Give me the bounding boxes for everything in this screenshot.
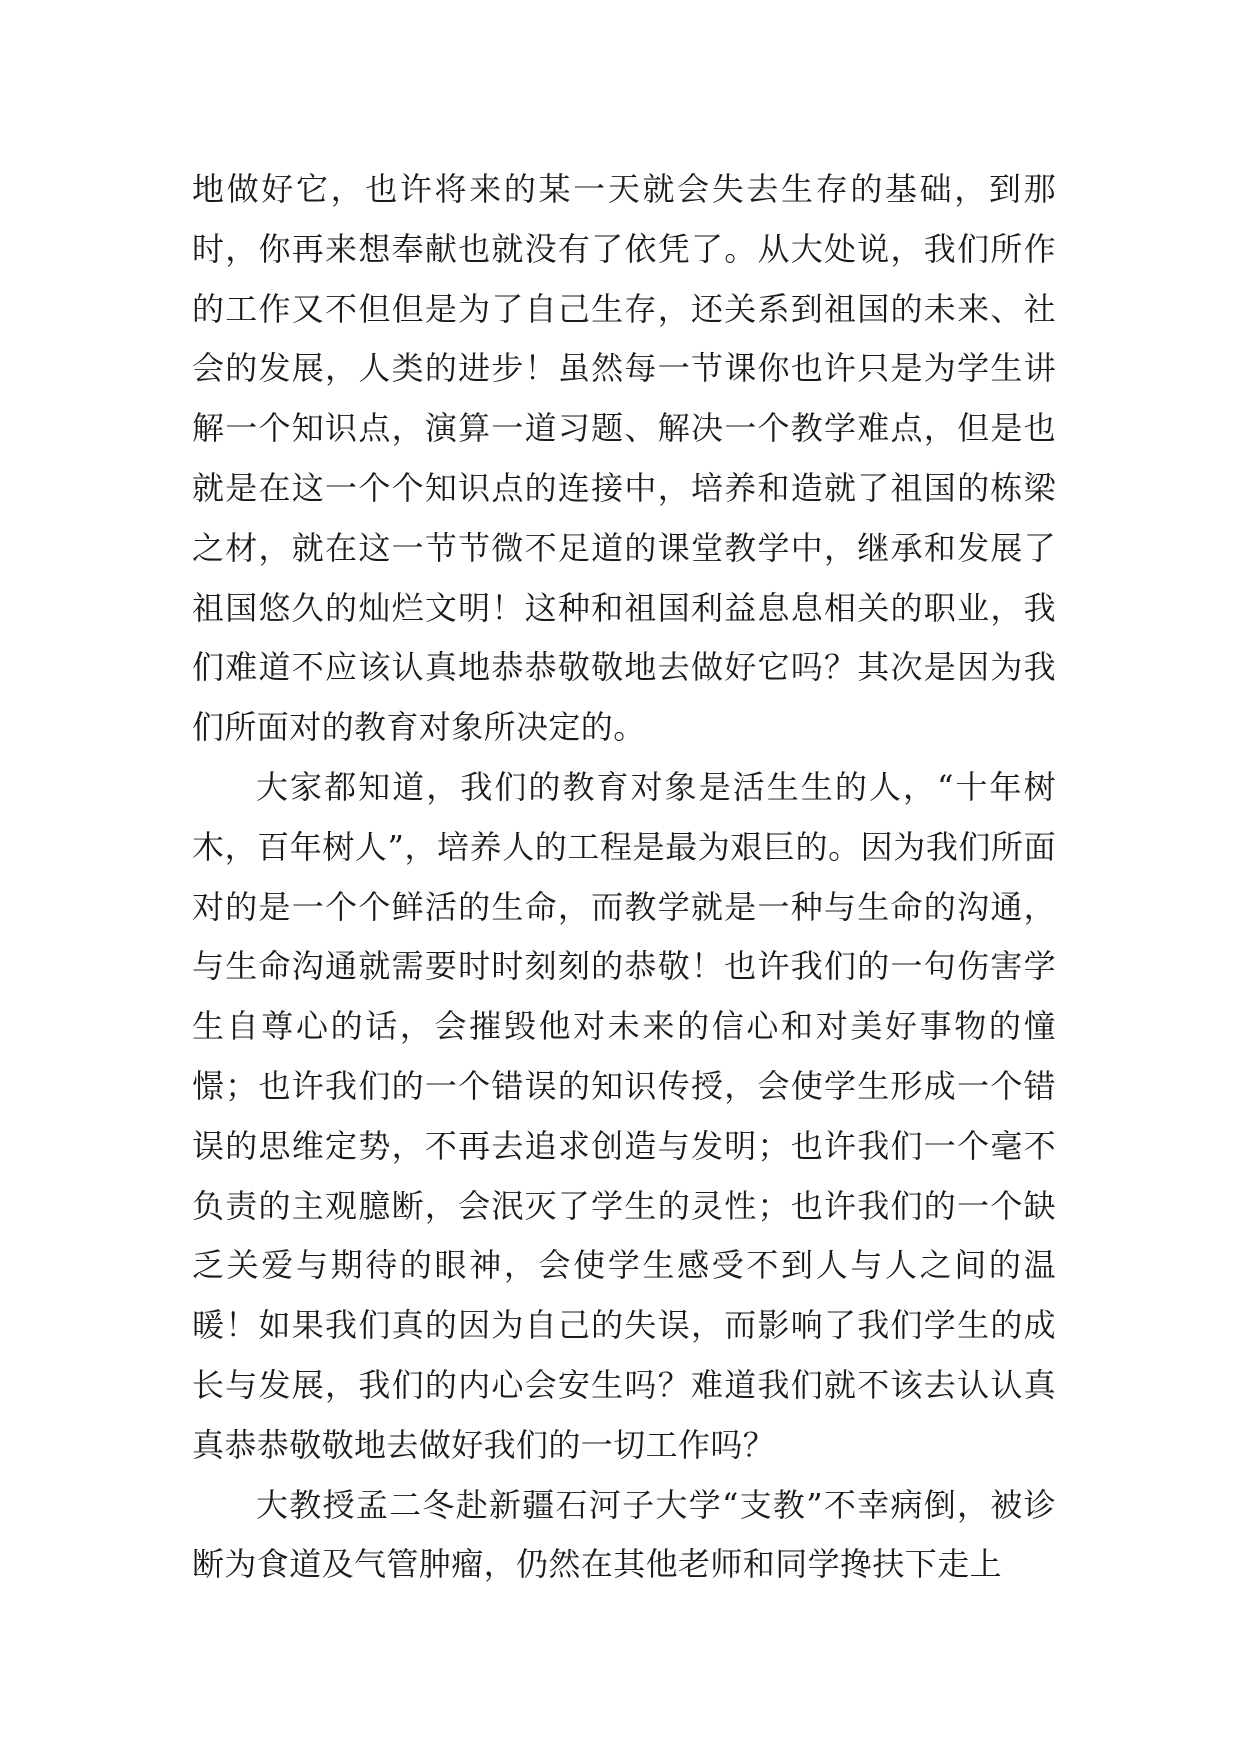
document-body xyxy=(192,160,1056,1595)
paragraph-2: 大家都知道，我们的教育对象是活生生的人，“十年树木，百年树人”，培养人的工程是最为艰巨的。因为我们所面对的是一个个鲜活的生命，而教学就是一种与生命的沟通，与生命沟通就需要时时刻刻的恭敬！也许我们的一句伤害学生自尊心的话，会摧毁他对未来的信心和对美好事物的憧憬；也许我们的一个错误的知识传授，会使学生形成一个错误的思维定势，不再去追求创造与发明；也许我们一个毫不负责的主观臆断，会泯灭了学生的灵性；也许我们的一个缺乏关爱与期待的眼神，会使学生感受不到人与人之间的温暖！如果我们真的因为自己的失误，而影响了我们学生的成长与发展，我们的内心会安生吗？难道我们就不该去认认真真恭恭敬敬地去做好我们的一切工作吗？ xyxy=(192,767,1056,1464)
paragraph-3: 大教授孟二冬赴新疆石河子大学“支教”不幸病倒，被诊断为食道及气管肿瘤，仍然在其他老师和同学搀扶下走上 xyxy=(192,1485,1056,1584)
paragraph-1: 地做好它，也许将来的某一天就会失去生存的基础，到那时，你再来想奉献也就没有了依凭了。从大处说，我们所作的工作又不但但是为了自己生存，还关系到祖国的未来、社会的发展，人类的进步！虽然每一节课你也许只是为学生讲解一个知识点，演算一道习题、解决一个教学难点，但是也就是在这一个个知识点的连接中，培养和造就了祖国的栋梁之材，就在这一节节微不足道的课堂教学中，继承和发展了祖国悠久的灿烂文明！这种和祖国利益息息相关的职业，我们难道不应该认真地恭恭敬敬地去做好它吗？其次是因为我们所面对的教育对象所决定的。 xyxy=(192,170,1056,747)
